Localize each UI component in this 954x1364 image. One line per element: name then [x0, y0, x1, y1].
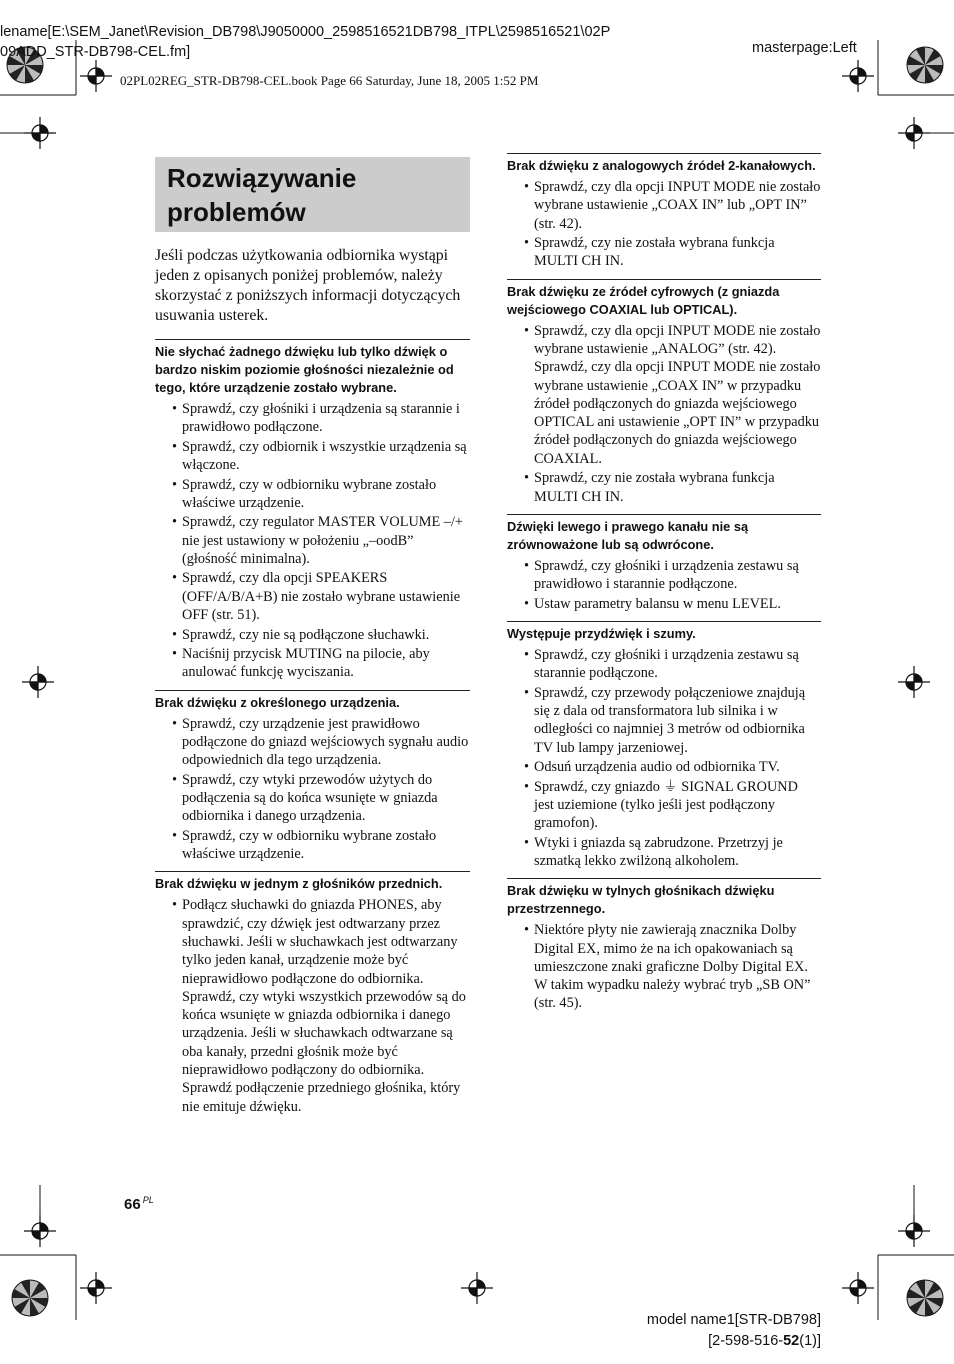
bullet-item: • Ustaw parametry balansu w menu LEVEL. — [507, 595, 821, 613]
troubleshooting-section — [507, 621, 821, 870]
section-heading: Brak dźwięku z analogowych źródeł 2-kanałowych. — [507, 158, 816, 173]
section-heading: Brak dźwięku ze źródeł cyfrowych (z gniazda wejściowego COAXIAL lub OPTICAL). — [507, 283, 780, 317]
left-sections — [155, 339, 470, 1116]
bullet-item: • Sprawdź, czy w odbiorniku wybrane zostało właściwe urządzenie. — [155, 476, 470, 513]
bullet-list — [155, 896, 470, 1116]
section-heading: Brak dźwięku z określonego urządzenia. — [155, 694, 400, 710]
troubleshooting-section — [155, 690, 470, 864]
bullet-item: • Wtyki i gniazda są zabrudzone. Przetrzyj je szmatką lekko zwilżoną alkoholem. — [507, 834, 821, 871]
bullet-item: • Sprawdź, czy dla opcji INPUT MODE nie zostało wybrane ustawienie „ANALOG” (str. 42). Sprawdź, czy dla opcji INPUT MODE nie zostało wybrane ustawienie „COAX IN” w przypadku źródeł podłączonych do gniazda wejściowego OPTICAL ani ustawienie „OPT IN” w przypadku źródeł podłączonych do gniazda wejściowego COAXIAL. — [507, 322, 821, 468]
filename-line-2: 09ADD_STR-DB798-CEL.fm] — [0, 44, 191, 60]
page-title: Rozwiązywanie problemów — [167, 163, 357, 227]
bullet-item: • Sprawdź, czy głośniki i urządzenia są starannie i prawidłowo podłączone. — [155, 400, 470, 437]
page-language-suffix: PL — [142, 1195, 154, 1205]
section-heading: Brak dźwięku w jednym z głośników przednich. — [155, 876, 443, 892]
bullet-item: • Sprawdź, czy dla opcji SPEAKERS (OFF/A/B/A+B) nie zostało wybrane ustawienie OFF (str. 51). — [155, 569, 470, 624]
section-heading: Brak dźwięku w tylnych głośnikach dźwięku przestrzennego. — [507, 883, 775, 917]
troubleshooting-section — [155, 871, 470, 1116]
right-column — [507, 153, 821, 1021]
right-sections — [507, 153, 821, 1013]
page-title-box — [155, 157, 470, 232]
bullet-item: • Sprawdź, czy gniazdo ⏚ SIGNAL GROUND jest uziemione (tylko jeśli jest podłączony gramofon). — [507, 778, 821, 833]
troubleshooting-section — [507, 153, 821, 271]
section-heading: Dźwięki lewego i prawego kanału nie są zrównoważone lub są odwrócone. — [507, 518, 749, 552]
model-info — [647, 1310, 821, 1352]
bullet-item: • Sprawdź, czy nie została wybrana funkcja MULTI CH IN. — [507, 234, 821, 271]
book-info-line: 02PL02REG_STR-DB798-CEL.book Page 66 Saturday, June 18, 2005 1:52 PM — [120, 73, 539, 88]
model-code-bold: 52 — [783, 1333, 800, 1349]
bullet-item: • Niektóre płyty nie zawierają znacznika Dolby Digital EX, mimo że na ich opakowaniach są umieszczone znaki graficzne Dolby Digital EX. W takim wypadku należy wybrać tryb „SB ON” (str. 45). — [507, 921, 821, 1012]
model-line-2 — [647, 1331, 821, 1352]
section-heading: Występuje przydźwięk i szumy. — [507, 625, 696, 641]
troubleshooting-section — [507, 878, 821, 1012]
bullet-list — [507, 178, 821, 271]
bullet-item: • Odsuń urządzenia audio od odbiornika TV. — [507, 758, 821, 776]
troubleshooting-section — [507, 279, 821, 506]
left-column — [155, 246, 470, 1124]
bullet-list — [155, 400, 470, 682]
bullet-item: • Sprawdź, czy głośniki i urządzenia zestawu są prawidłowo i starannie podłączone. — [507, 557, 821, 594]
bullet-item: • Sprawdź, czy wtyki przewodów użytych do podłączenia są do końca wsunięte w gniazda odbiornika i danego urządzenia. — [155, 771, 470, 826]
bullet-item: • Sprawdź, czy głośniki i urządzenia zestawu są starannie podłączone. — [507, 646, 821, 683]
page-number — [124, 1195, 154, 1213]
bullet-item: • Sprawdź, czy nie są podłączone słuchawki. — [155, 626, 470, 644]
masterpage-label: masterpage:Left — [752, 40, 857, 56]
bullet-list — [507, 646, 821, 870]
bullet-item: • Sprawdź, czy urządzenie jest prawidłowo podłączone do gniazd wejściowych sygnału audio odpowiednich dla tego urządzenia. — [155, 715, 470, 770]
bullet-item: • Sprawdź, czy w odbiorniku wybrane zostało właściwe urządzenie. — [155, 827, 470, 864]
bullet-item: • Podłącz słuchawki do gniazda PHONES, aby sprawdzić, czy dźwięk jest odtwarzany przez słuchawki. Jeśli w słuchawkach jest odtwarzany tylko jeden kanał, urządzenie może być nieprawidłowo podłączone do odbiornika. Sprawdź, czy wtyki wszystkich przewodów są do końca wsunięte w gniazda odbiornika i danego urządzenia. Jeśli w słuchawkach odtwarzane są oba kanały, przedni głośnik może być nieprawidłowo podłączony do odbiornika. Sprawdź podłączenie przedniego głośnika, który nie emituje dźwięku. — [155, 896, 470, 1116]
page-number-value: 66 — [124, 1196, 141, 1213]
section-heading: Nie słychać żadnego dźwięku lub tylko dźwięk o bardzo niskim poziomie głośności niezależnie od tego, które urządzenie zostało wybrane. — [155, 344, 454, 395]
model-code-suffix: (1)] — [799, 1333, 821, 1349]
troubleshooting-section — [155, 339, 470, 682]
bullet-item: • Sprawdź, czy odbiornik i wszystkie urządzenia są włączone. — [155, 438, 470, 475]
filename-line-1: lename[E:\SEM_Janet\Revision_DB798\J9050000_2598516521DB798_ITPL\2598516521\02P — [0, 24, 611, 40]
filename-header — [0, 22, 610, 62]
troubleshooting-section — [507, 514, 821, 613]
bullet-item: • Sprawdź, czy dla opcji INPUT MODE nie zostało wybrane ustawienie „COAX IN” lub „OPT IN” (str. 42). — [507, 178, 821, 233]
bullet-list — [507, 557, 821, 613]
bullet-list — [507, 322, 821, 506]
bullet-list — [507, 921, 821, 1012]
intro-paragraph: Jeśli podczas użytkowania odbiornika wystąpi jeden z opisanych poniżej problemów, należy skorzystać z poniższych informacji dotyczących usuwania usterek. — [155, 247, 461, 324]
bullet-item: • Naciśnij przycisk MUTING na pilocie, aby anulować funkcję wyciszania. — [155, 645, 470, 682]
bullet-item: • Sprawdź, czy regulator MASTER VOLUME –/+ nie jest ustawiony w położeniu „–oodB” (głośność minimalna). — [155, 513, 470, 568]
bullet-item: • Sprawdź, czy przewody połączeniowe znajdują się z dala od transformatora lub silnika i w odległości co najmniej 3 metrów od odbiornika TV lub lampy jarzeniowej. — [507, 684, 821, 757]
bullet-list — [155, 715, 470, 864]
bullet-item: • Sprawdź, czy nie została wybrana funkcja MULTI CH IN. — [507, 469, 821, 506]
model-code-prefix: [2-598-516- — [708, 1333, 784, 1349]
model-line-1: model name1[STR-DB798] — [646, 1312, 821, 1328]
